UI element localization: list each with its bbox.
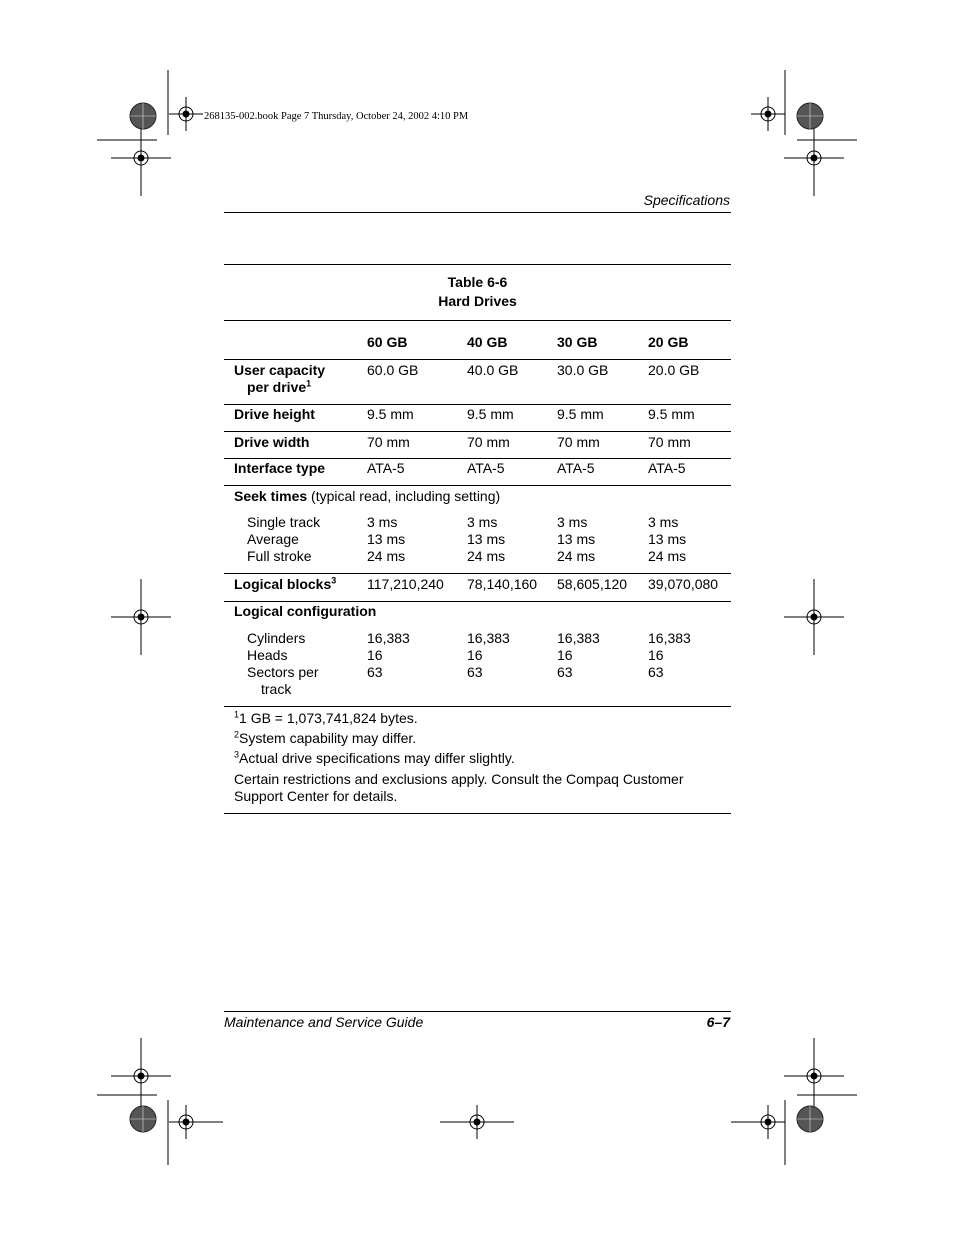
- table-cell: 3 ms: [648, 514, 679, 530]
- table-cell: 70 mm: [467, 434, 510, 450]
- table-cell: 16: [557, 647, 573, 663]
- sub-label: Full stroke: [247, 548, 312, 564]
- table-cell: 9.5 mm: [648, 406, 695, 422]
- column-header: 20 GB: [648, 334, 689, 350]
- table-cell: 16,383: [557, 630, 600, 646]
- table-cell: 3 ms: [367, 514, 398, 530]
- table-cell: 16,383: [367, 630, 410, 646]
- table-cell: 63: [367, 664, 383, 680]
- table-cell: 16: [367, 647, 383, 663]
- table-cell: 24 ms: [367, 548, 406, 564]
- table-cell: 20.0 GB: [648, 362, 700, 378]
- footnote: [224, 750, 731, 767]
- table-cell: 117,210,240: [367, 576, 444, 592]
- table-cell: 13 ms: [367, 531, 406, 547]
- table-row-capacity: [224, 360, 731, 405]
- table-row-seek: [224, 486, 731, 574]
- seek-label: Seek times: [234, 488, 308, 504]
- table-row-width: [224, 432, 731, 459]
- table-row-interface: [224, 459, 731, 486]
- column-header: 30 GB: [557, 334, 598, 350]
- sub-label: Heads: [247, 647, 288, 663]
- table-cell: 24 ms: [467, 548, 506, 564]
- table-cell: ATA-5: [467, 460, 505, 476]
- header-rule: [224, 212, 731, 213]
- row-label: Interface type: [234, 460, 326, 476]
- sub-label: Sectors per: [247, 664, 319, 680]
- table-cell: 24 ms: [648, 548, 687, 564]
- row-label: Drive width: [234, 434, 310, 450]
- column-header: 40 GB: [467, 334, 508, 350]
- table-cell: 78,140,160: [467, 576, 538, 592]
- row-label: Drive height: [234, 406, 315, 422]
- table-cell: 63: [557, 664, 573, 680]
- table-note: Certain restrictions and exclusions apply. Consult the Compaq Customer Support Center for details.: [234, 771, 684, 804]
- footer-rule: [224, 1011, 731, 1012]
- row-label: Logical configuration: [234, 603, 377, 619]
- table-cell: 16,383: [648, 630, 691, 646]
- table-cell: 30.0 GB: [557, 362, 609, 378]
- table-cell: 9.5 mm: [367, 406, 414, 422]
- running-head: Specifications: [643, 192, 730, 208]
- hard-drives-table: [224, 264, 731, 814]
- table-cell: 40.0 GB: [467, 362, 519, 378]
- footnote-text: Actual drive specifications may differ slightly.: [239, 750, 515, 766]
- footnote: [224, 730, 731, 747]
- table-cell: 3 ms: [557, 514, 588, 530]
- sub-label: Average: [247, 531, 299, 547]
- table-cell: 3 ms: [467, 514, 498, 530]
- table-cell: ATA-5: [367, 460, 405, 476]
- footnote: [224, 710, 731, 727]
- table-row-height: [224, 405, 731, 432]
- table-cell: 24 ms: [557, 548, 596, 564]
- table-cell: 9.5 mm: [557, 406, 604, 422]
- table-cell: 16,383: [467, 630, 510, 646]
- seek-note: (typical read, including setting): [307, 488, 501, 504]
- footnote-ref: 3: [331, 575, 337, 586]
- sub-label: Single track: [247, 514, 321, 530]
- table-title: Hard Drives: [438, 293, 517, 309]
- table-cell: 63: [648, 664, 664, 680]
- table-cell: 9.5 mm: [467, 406, 514, 422]
- footer-title: Maintenance and Service Guide: [224, 1014, 424, 1030]
- table-cell: 70 mm: [648, 434, 691, 450]
- row-label: [234, 488, 500, 505]
- table-cell: ATA-5: [557, 460, 595, 476]
- table-cell: 16: [467, 647, 483, 663]
- header-row: [224, 321, 731, 360]
- sub-label: track: [261, 681, 292, 697]
- table-cell: 70 mm: [557, 434, 600, 450]
- table-cell: 39,070,080: [648, 576, 719, 592]
- row-label-text: per drive: [247, 379, 307, 395]
- table-cell: 13 ms: [648, 531, 687, 547]
- footnote-number: 3: [234, 749, 240, 760]
- table-cell: ATA-5: [648, 460, 686, 476]
- footnote-text: System capability may differ.: [239, 730, 417, 746]
- row-label: User capacity: [234, 362, 326, 378]
- column-header: 60 GB: [367, 334, 408, 350]
- table-cell: 58,605,120: [557, 576, 628, 592]
- row-label-text: Logical blocks: [234, 576, 332, 592]
- table-caption: [224, 265, 731, 321]
- table-number: Table 6-6: [447, 274, 508, 290]
- table-row-logical-blocks: [224, 574, 731, 602]
- footnote-number: 2: [234, 729, 240, 740]
- footnote-ref: 1: [306, 378, 312, 389]
- table-cell: 70 mm: [367, 434, 410, 450]
- table-cell: 13 ms: [557, 531, 596, 547]
- row-label: [234, 576, 336, 593]
- sub-label: Cylinders: [247, 630, 306, 646]
- table-cell: 16: [648, 647, 664, 663]
- footnote-text: 1 GB = 1,073,741,824 bytes.: [239, 710, 418, 726]
- footnote-number: 1: [234, 709, 240, 720]
- page-number: 6–7: [706, 1014, 730, 1030]
- table-footnotes: [224, 707, 731, 814]
- table-cell: 63: [467, 664, 483, 680]
- table-row-logical-config: [224, 602, 731, 707]
- table-cell: 60.0 GB: [367, 362, 419, 378]
- row-label-cont: [234, 379, 311, 396]
- table-cell: 13 ms: [467, 531, 506, 547]
- book-slug: 268135-002.book Page 7 Thursday, October 24, 2002 4:10 PM: [204, 111, 469, 122]
